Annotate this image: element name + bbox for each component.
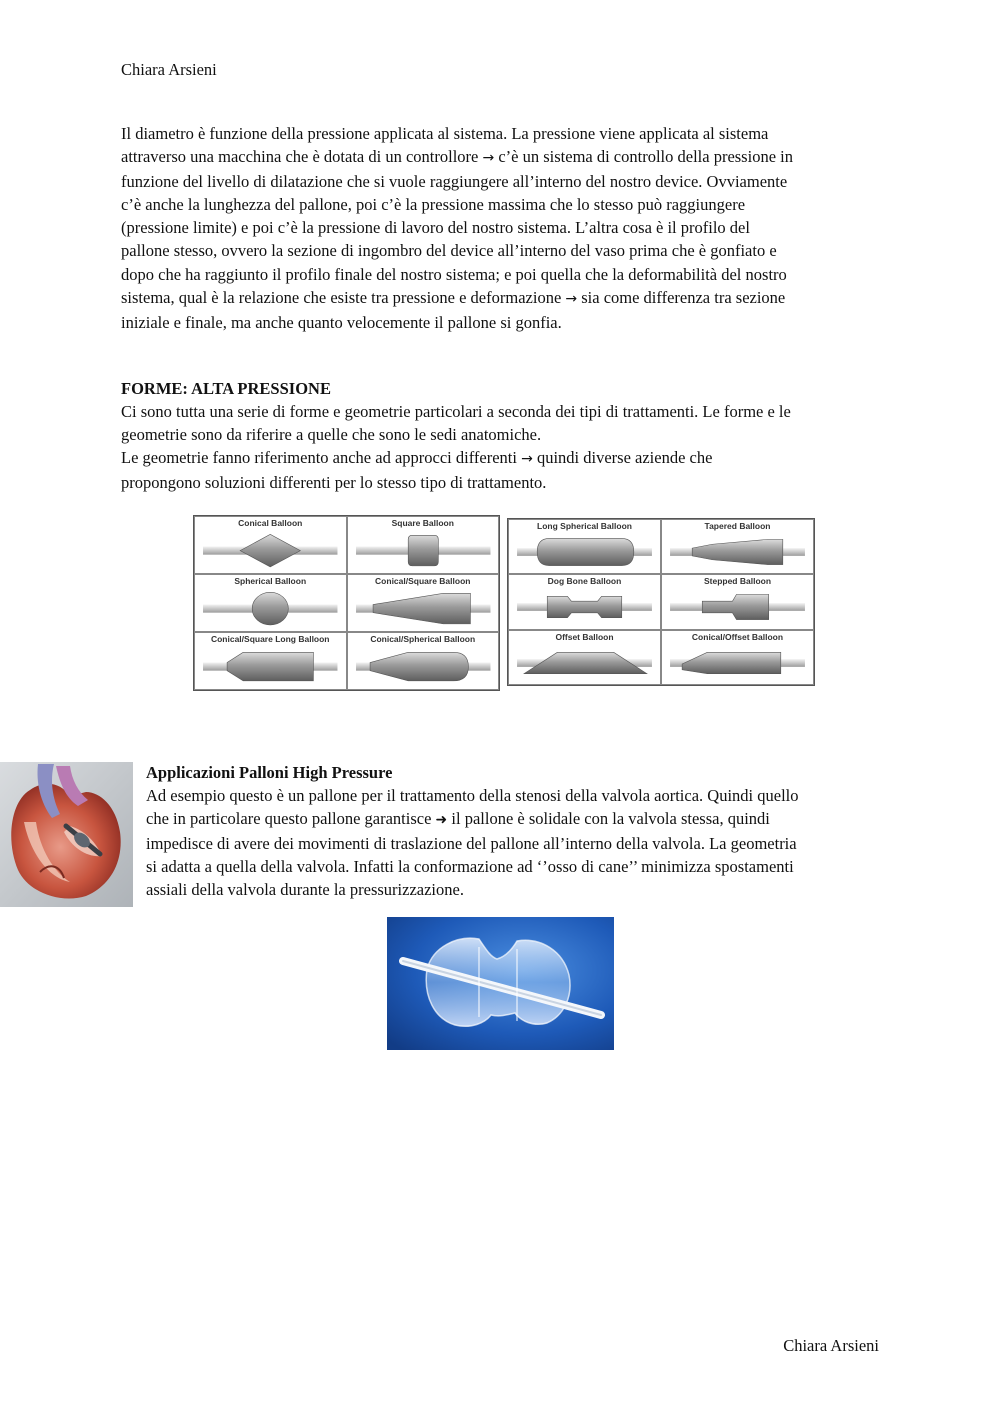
- text-line: funzione del livello di dilatazione che si vuole raggiungere all’interno del nostro device. Ovviamente: [121, 172, 788, 192]
- text-segment: sia come differenza tra sezione: [577, 287, 786, 307]
- balloon-label: Square Balloon: [391, 518, 454, 528]
- text-line: pallone stesso, ovvero la sezione di ingombro del device all’interno del vaso prima che è gonfiato e: [121, 241, 777, 261]
- balloon-body: [408, 535, 438, 566]
- balloon-label: Long Spherical Balloon: [537, 521, 632, 531]
- balloon-cell-dog-bone: [508, 574, 661, 629]
- text-segment: Le geometrie fanno riferimento anche ad approcci differenti: [121, 448, 522, 468]
- balloon-body: [537, 538, 634, 565]
- balloon-cell-long-spherical: [508, 519, 661, 574]
- balloon-label: Conical Balloon: [238, 518, 303, 528]
- text-line: iniziale e finale, ma anche quanto velocemente il pallone si gonfia.: [121, 312, 562, 332]
- balloon-cell-conical-spherical: [347, 632, 500, 690]
- text-line: [146, 807, 886, 832]
- text-line: Ad esempio questo è un pallone per il trattamento della stenosi della valvola aortica. Quindi quello: [146, 786, 799, 805]
- balloon-cell-conical-offset: [661, 630, 814, 685]
- balloon-body: [702, 595, 768, 620]
- balloon-shapes-table-right: [507, 518, 815, 686]
- applicazioni-paragraph: [146, 784, 886, 901]
- text-segment: sistema, qual è la relazione che esiste tra pressione e deformazione: [121, 287, 566, 307]
- text-segment: il pallone è solidale con la valvola stessa, quindi: [447, 809, 770, 829]
- heart-illustration: [0, 762, 133, 907]
- intro-paragraph: [121, 122, 891, 334]
- page-header-author: Chiara Arsieni: [121, 60, 217, 79]
- balloon-label: Conical/Square Balloon: [375, 576, 471, 586]
- balloon-body: [692, 539, 783, 564]
- text-segment: che in particolare questo pallone garantisce: [146, 809, 436, 829]
- text-line: dopo che ha raggiunto il profilo finale del nostro sistema; e poi quella che la deformabilità del nostro: [121, 264, 787, 284]
- balloon-label: Offset Balloon: [555, 631, 614, 642]
- text-line: Il diametro è funzione della pressione applicata al sistema. La pressione viene applicata al sistema: [121, 124, 769, 143]
- section-title-applicazioni: Applicazioni Palloni High Pressure: [146, 763, 393, 782]
- balloon-label: Conical/Square Long Balloon: [210, 634, 330, 644]
- balloon-body: [373, 593, 470, 624]
- text-segment: attraverso una macchina che è dotata di un controllore: [121, 147, 483, 167]
- balloon-label: Stepped Balloon: [703, 576, 772, 587]
- text-line: [121, 286, 891, 311]
- balloon-cell-conical-square-long: [194, 632, 347, 690]
- text-line: (pressione limite) e poi c’è la pressione di lavoro del nostro sistema. L’altra cosa è il profilo del: [121, 218, 750, 238]
- balloon-cell-square: [347, 516, 500, 574]
- text-line: impedisce di avere dei movimenti di traslazione del pallone all’interno della valvola. La geometria: [146, 834, 797, 854]
- balloon-label: Tapered Balloon: [704, 521, 771, 531]
- balloon-label: Spherical Balloon: [234, 576, 307, 586]
- balloon-cell-offset: [508, 630, 661, 685]
- forme-paragraph: [121, 400, 891, 494]
- section-title-forme: FORME: ALTA PRESSIONE: [121, 379, 331, 398]
- dog-bone-balloon-photo: [387, 917, 614, 1050]
- balloon-cell-spherical: [194, 574, 347, 632]
- balloon-shapes-table-left: [193, 515, 500, 691]
- text-line: [121, 145, 891, 170]
- arrow-icon: ➜: [435, 812, 448, 829]
- balloon-cell-stepped: [661, 574, 814, 629]
- balloon-label: Conical/Spherical Balloon: [370, 634, 476, 644]
- text-line: c’è anche la lunghezza del pallone, poi c’è la pressione massima che lo stesso può raggiungere: [121, 195, 746, 215]
- balloon-body: [370, 652, 468, 681]
- balloon-body: [547, 597, 621, 618]
- balloon-cell-conical-square: [347, 574, 500, 632]
- arrow-icon: →: [565, 290, 578, 307]
- balloon-body: [240, 534, 300, 567]
- text-segment: c’è un sistema di controllo della pressione in: [494, 147, 793, 167]
- balloon-label: Conical/Offset Balloon: [691, 631, 784, 642]
- text-line: assiali della valvola durante la pressurizzazione.: [146, 880, 464, 900]
- page-footer-author: Chiara Arsieni: [783, 1336, 879, 1355]
- text-line: geometrie sono da riferire a quelle che sono le sedi anatomiche.: [121, 425, 542, 445]
- text-line: si adatta a quella della valvola. Infatti la conformazione ad ‘’osso di cane’’ minimizza spostamenti: [146, 857, 794, 877]
- balloon-body: [252, 592, 288, 625]
- arrow-icon: →: [482, 150, 495, 167]
- text-segment: quindi diverse aziende che: [532, 448, 713, 468]
- text-line: [121, 446, 891, 471]
- text-line: propongono soluzioni differenti per lo stesso tipo di trattamento.: [121, 473, 547, 493]
- arrow-icon: →: [521, 451, 533, 468]
- balloon-cell-tapered: [661, 519, 814, 574]
- text-line: Ci sono tutta una serie di forme e geometrie particolari a seconda dei tipi di trattamenti. Le forme e le: [121, 402, 791, 421]
- balloon-body: [227, 652, 313, 681]
- balloon-body: [524, 652, 647, 673]
- balloon-cell-conical: [194, 516, 347, 574]
- balloon-body: [682, 652, 781, 673]
- balloon-label: Dog Bone Balloon: [547, 576, 622, 587]
